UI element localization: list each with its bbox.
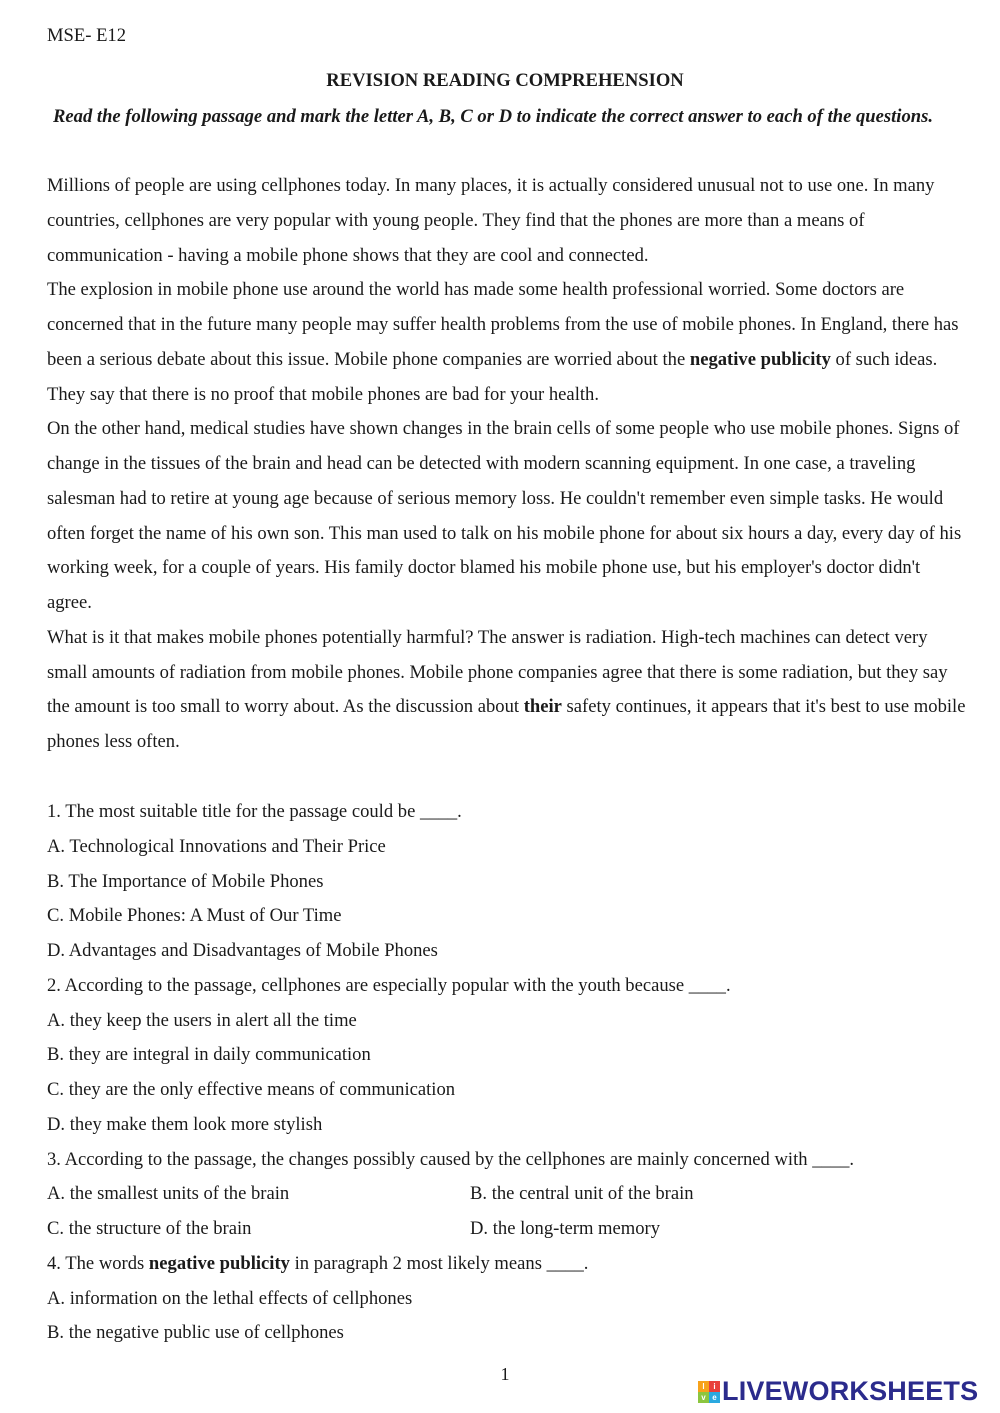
paragraph-2: The explosion in mobile phone use around the world has made some health professional worried. Some doctors are concerned that in the future many people may suffer health problems from the use of mobile phones. In England, there has been a serious debate about this issue. Mobile phone companies are worried about the negative publicity of such ideas. They say that there is no proof that mobile phones are bad for your health.	[47, 279, 959, 405]
option-a[interactable]: A. Technological Innovations and Their Price	[47, 835, 386, 857]
liveworksheets-logo-icon: l i v e	[698, 1381, 720, 1403]
logo-text: LIVEWORKSHEETS	[722, 1376, 979, 1406]
question-1	[47, 795, 967, 969]
page-number: 1	[500, 1364, 510, 1384]
option-d[interactable]: D. they make them look more stylish	[47, 1113, 323, 1135]
page-title: REVISION READING COMPREHENSION	[326, 70, 684, 91]
question-stem: 1. The most suitable title for the passage could be ____.	[47, 801, 462, 822]
highlight-negative-publicity: negative publicity	[689, 348, 831, 370]
question-4	[47, 1247, 967, 1351]
document-code: MSE- E12	[47, 25, 127, 46]
option-c[interactable]: C. the structure of the brain	[47, 1218, 252, 1239]
option-b[interactable]: B. the central unit of the brain	[470, 1183, 694, 1205]
option-c[interactable]: C. they are the only effective means of communication	[47, 1079, 456, 1100]
question-2	[47, 969, 967, 1143]
option-a[interactable]: A. information on the lethal effects of cellphones	[47, 1287, 413, 1309]
option-c[interactable]: C. Mobile Phones: A Must of Our Time	[47, 905, 342, 927]
option-b[interactable]: B. they are integral in daily communication	[47, 1044, 371, 1066]
option-b[interactable]: B. the negative public use of cellphones	[47, 1322, 344, 1344]
paragraph-1: Millions of people are using cellphones today. In many places, it is actually considered unusual not to use one. In many countries, cellphones are very popular with young people. They find that the phones are more than a means of communication - having a mobile phone shows that they are cool and connected.	[47, 175, 935, 266]
option-d[interactable]: D. Advantages and Disadvantages of Mobile Phones	[47, 940, 438, 961]
highlight-negative-publicity: negative publicity	[148, 1252, 290, 1274]
question-stem: 4. The words negative publicity in paragraph 2 most likely means ____.	[47, 1252, 589, 1274]
instructions: Read the following passage and mark the letter A, B, C or D to indicate the correct answer to each of the questions.	[53, 106, 933, 127]
question-stem: 3. According to the passage, the changes possibly caused by the cellphones are mainly concerned with ____.	[47, 1148, 855, 1170]
option-a[interactable]: A. they keep the users in alert all the time	[47, 1009, 357, 1031]
reading-passage	[47, 169, 967, 760]
question-list	[47, 795, 967, 1351]
option-b[interactable]: B. The Importance of Mobile Phones	[47, 870, 324, 892]
option-d[interactable]: D. the long-term memory	[470, 1218, 661, 1239]
question-stem: 2. According to the passage, cellphones are especially popular with the youth because ____.	[47, 974, 731, 996]
option-a[interactable]: A. the smallest units of the brain	[47, 1183, 290, 1205]
highlight-their: their	[523, 696, 562, 718]
paragraph-4: What is it that makes mobile phones potentially harmful? The answer is radiation. High-tech machines can detect very small amounts of radiation from mobile phones. Mobile phone companies agree that there is some radiation, but they say the amount is too small to worry about. As the discussion about their safety continues, it appears that it's best to use mobile phones less often.	[47, 626, 966, 752]
liveworksheets-logo	[698, 1376, 978, 1407]
paragraph-3: On the other hand, medical studies have shown changes in the brain cells of some people who use mobile phones. Signs of change in the tissues of the brain and head can be detected with modern scanning equipment. In one case, a traveling salesman had to retire at young age because of serious memory loss. He couldn't remember even simple tasks. He would often forget the name of his own son. This man used to talk on his mobile phone for about six hours a day, every day of his working week, for a couple of years. His family doctor blamed his mobile phone use, but his employer's doctor didn't agree.	[47, 418, 962, 613]
question-3	[47, 1143, 967, 1247]
